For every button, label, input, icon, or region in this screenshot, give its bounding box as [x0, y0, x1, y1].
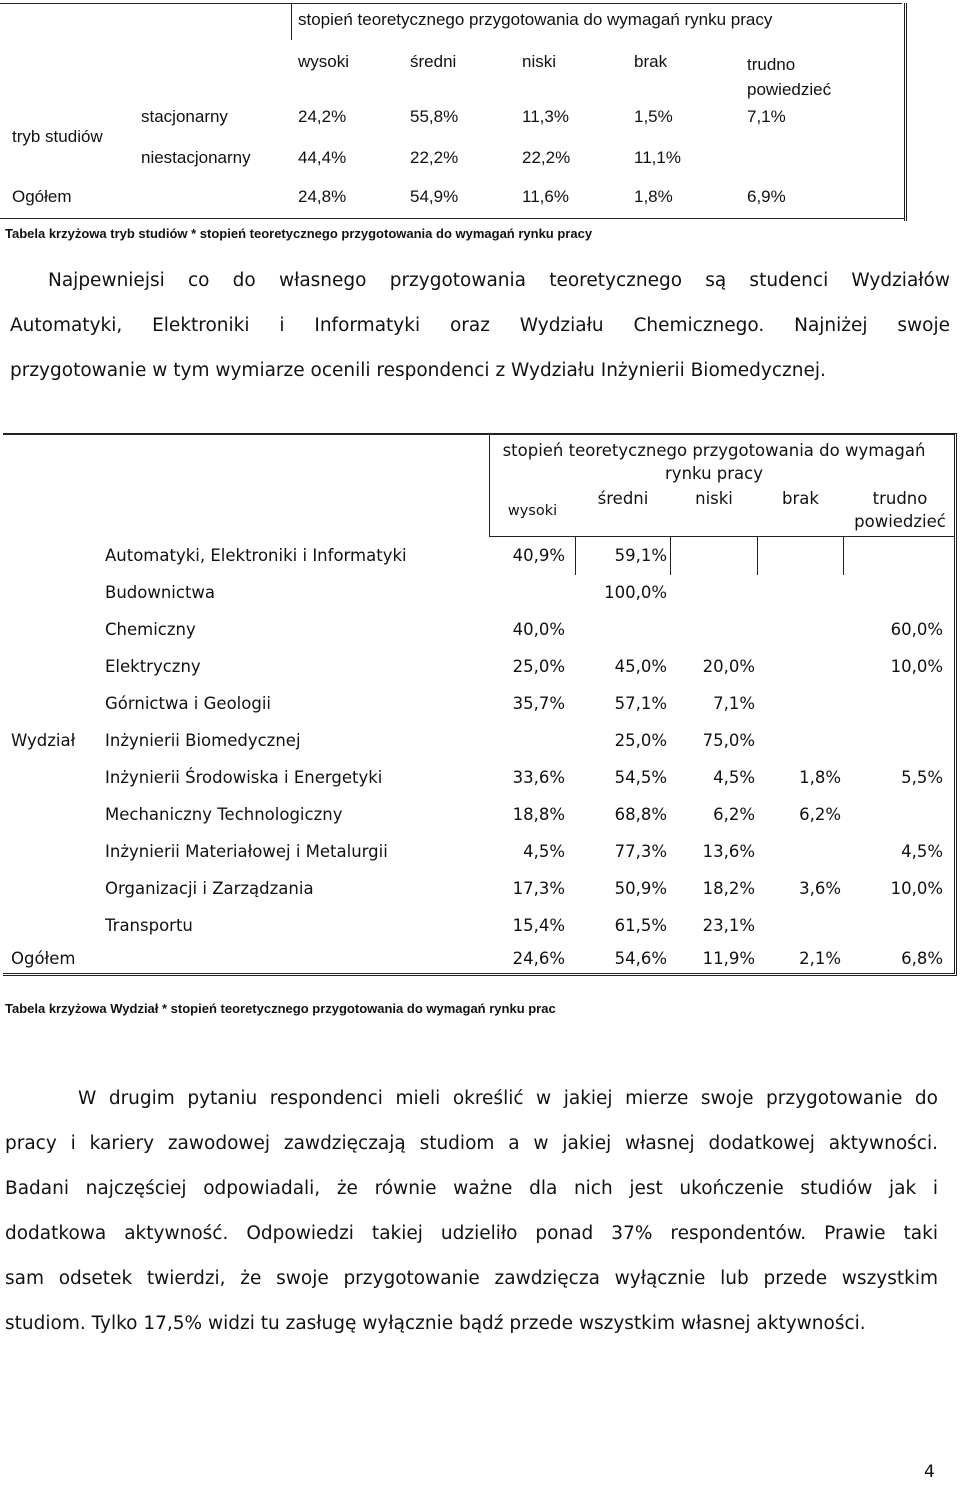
table1-col-trudno: trudno powiedzieć: [747, 55, 832, 99]
table2-cell: 18,2%: [702, 879, 755, 898]
paragraph-2-line: pracy i kariery zawodowej zawdzięczają studiom a w jakiej własnej dodatkowej aktywności.: [5, 1133, 938, 1154]
table1-total-cell: 24,8%: [298, 187, 347, 206]
table1-col-sredni: średni: [410, 52, 457, 71]
table2-cell: 20,0%: [702, 657, 755, 676]
table1-col-brak: brak: [634, 52, 668, 71]
table2-cell: 59,1%: [614, 546, 667, 565]
table1-cell: 11,1%: [634, 148, 681, 167]
table2-cell: 25,0%: [512, 657, 565, 676]
table2-col-niski: niski: [695, 489, 733, 508]
table2-cell: 75,0%: [702, 731, 755, 750]
table2-row-group-label: Wydział: [11, 731, 76, 750]
table1-cell: 55,8%: [410, 107, 459, 126]
table2-cell: 13,6%: [702, 842, 755, 861]
table2-total-cell: 6,8%: [901, 949, 943, 968]
table2-cell: 18,8%: [512, 805, 565, 824]
table2-cell: 23,1%: [702, 916, 755, 935]
table2-header-bottom-border: [489, 536, 954, 537]
table2-cell: 77,3%: [614, 842, 667, 861]
table2-grid-line: [670, 536, 671, 575]
table2-cell: 17,3%: [512, 879, 565, 898]
table2-row-label: Automatyki, Elektroniki i Informatyki: [105, 546, 407, 565]
table2-col-brak: brak: [782, 489, 819, 508]
table1-col-wysoki: wysoki: [298, 52, 350, 71]
table2-caption: Tabela krzyżowa Wydział * stopień teoretycznego przygotowania do wymagań rynku prac: [5, 1001, 556, 1016]
table1-total-cell: 11,6%: [522, 187, 569, 206]
table2-cell: 1,8%: [799, 768, 841, 787]
table2-row-label: Organizacji i Zarządzania: [105, 879, 314, 898]
table2-grid-line: [757, 536, 758, 575]
table2-cell: 50,9%: [614, 879, 667, 898]
table2-cell: 35,7%: [512, 694, 565, 713]
table1-cell: 44,4%: [298, 148, 347, 167]
paragraph-1-line: Automatyki, Elektroniki i Informatyki oraz Wydziału Chemicznego. Najniżej swoje: [10, 315, 950, 336]
table2-grid-line: [575, 536, 576, 575]
table2-cell: 6,2%: [799, 805, 841, 824]
table1-cell: 11,3%: [522, 107, 569, 126]
paragraph-2-line: W drugim pytaniu respondenci mieli określić w jakiej mierze swoje przygotowanie do: [78, 1088, 938, 1109]
table2-total-cell: 11,9%: [702, 949, 755, 968]
table2-cell: 3,6%: [799, 879, 841, 898]
table2-cell: 15,4%: [512, 916, 565, 935]
table2-col-trudno: trudno powiedzieć: [854, 489, 946, 531]
table1-bottom-border: [0, 218, 904, 219]
table2-total-cell: 24,6%: [512, 949, 565, 968]
table2-row-label: Inżynierii Biomedycznej: [105, 731, 301, 750]
table1-cell: 22,2%: [410, 148, 459, 167]
table2-row-label: Inżynierii Materiałowej i Metalurgii: [105, 842, 388, 861]
table2-col-sredni: średni: [597, 489, 649, 508]
table2-total-label: Ogółem: [11, 949, 76, 968]
table2-row-label: Elektryczny: [105, 657, 201, 676]
table2-cell: 7,1%: [713, 694, 755, 713]
table2-cell: 4,5%: [523, 842, 565, 861]
table1-header-divider: [291, 3, 292, 40]
table2-row-label: Transportu: [105, 916, 193, 935]
page-number: 4: [924, 1462, 935, 1482]
table1-top-border: [0, 3, 902, 4]
table1-col-niski: niski: [522, 52, 557, 71]
table1-total-cell: 6,9%: [747, 187, 786, 206]
paragraph-2-line: sam odsetek twierdzi, że swoje przygotowanie zawdzięcza wyłącznie lub przede wszystkim: [5, 1268, 938, 1289]
table2-row-label: Inżynierii Środowiska i Energetyki: [105, 768, 383, 787]
table2-total-cell: 54,6%: [614, 949, 667, 968]
table2-cell: 45,0%: [614, 657, 667, 676]
table2-cell: 6,2%: [713, 805, 755, 824]
table2-cell: 33,6%: [512, 768, 565, 787]
table1-row-label: stacjonarny: [141, 107, 228, 126]
table2-row-label: Budownictwa: [105, 583, 216, 602]
table1-total-cell: 1,8%: [634, 187, 673, 206]
paragraph-1: [10, 258, 950, 393]
table2-total-cell: 2,1%: [799, 949, 841, 968]
table2-cell: 25,0%: [614, 731, 667, 750]
table1-caption: Tabela krzyżowa tryb studiów * stopień teoretycznego przygotowania do wymagań rynku pracy: [5, 226, 593, 241]
table1-cell: 7,1%: [747, 107, 786, 126]
table2-row-label: Chemiczny: [105, 620, 196, 639]
table2-cell: 4,5%: [901, 842, 943, 861]
table1-cell: 24,2%: [298, 107, 347, 126]
paragraph-2-line: Badani najczęściej odpowiadali, że równie ważne dla nich jest ukończenie studiów jak i: [5, 1178, 938, 1199]
paragraph-2-line: studiom. Tylko 17,5% widzi tu zasługę wyłącznie bądź przede wszystkim własnej aktywności.: [5, 1313, 866, 1334]
paragraph-1-line: Najpewniejsi co do własnego przygotowania teoretycznego są studenci Wydziałów: [48, 270, 950, 291]
table2-cell: 40,9%: [512, 546, 565, 565]
table2-grid-line: [843, 536, 844, 575]
paragraph-2-line: dodatkowa aktywność. Odpowiedzi takiej udzieliło ponad 37% respondentów. Prawie taki: [5, 1223, 938, 1244]
paragraph-1-line: przygotowanie w tym wymiarze ocenili respondenci z Wydziału Inżynierii Biomedycznej.: [10, 360, 826, 381]
table1-total-cell: 54,9%: [410, 187, 459, 206]
table2-cell: 100,0%: [604, 583, 667, 602]
table2-row-label: Górnictwa i Geologii: [105, 694, 271, 713]
table2-cell: 5,5%: [901, 768, 943, 787]
table1-header-title: stopień teoretycznego przygotowania do wymagań rynku pracy: [298, 10, 773, 29]
table2-cell: 57,1%: [614, 694, 667, 713]
table2-header-title: stopień teoretycznego przygotowania do wymagań rynku pracy: [502, 441, 926, 483]
table1-row-label: niestacjonarny: [141, 148, 251, 167]
table2-cell: 10,0%: [890, 657, 943, 676]
table2-cell: 10,0%: [890, 879, 943, 898]
table2-col-wysoki: wysoki: [507, 503, 558, 519]
table2-cell: 40,0%: [512, 620, 565, 639]
table1-cell: 22,2%: [522, 148, 571, 167]
table2-cell: 60,0%: [890, 620, 943, 639]
table2-cell: 4,5%: [713, 768, 755, 787]
table1-total-label: Ogółem: [12, 187, 72, 206]
table1-cell: 1,5%: [634, 107, 673, 126]
table2-cell: 61,5%: [614, 916, 667, 935]
table1-row-group-label: tryb studiów: [12, 127, 103, 146]
paragraph-2: [5, 1076, 938, 1346]
table2-cell: 68,8%: [614, 805, 667, 824]
table2-row-label: Mechaniczny Technologiczny: [105, 805, 343, 824]
table2-cell: 54,5%: [614, 768, 667, 787]
